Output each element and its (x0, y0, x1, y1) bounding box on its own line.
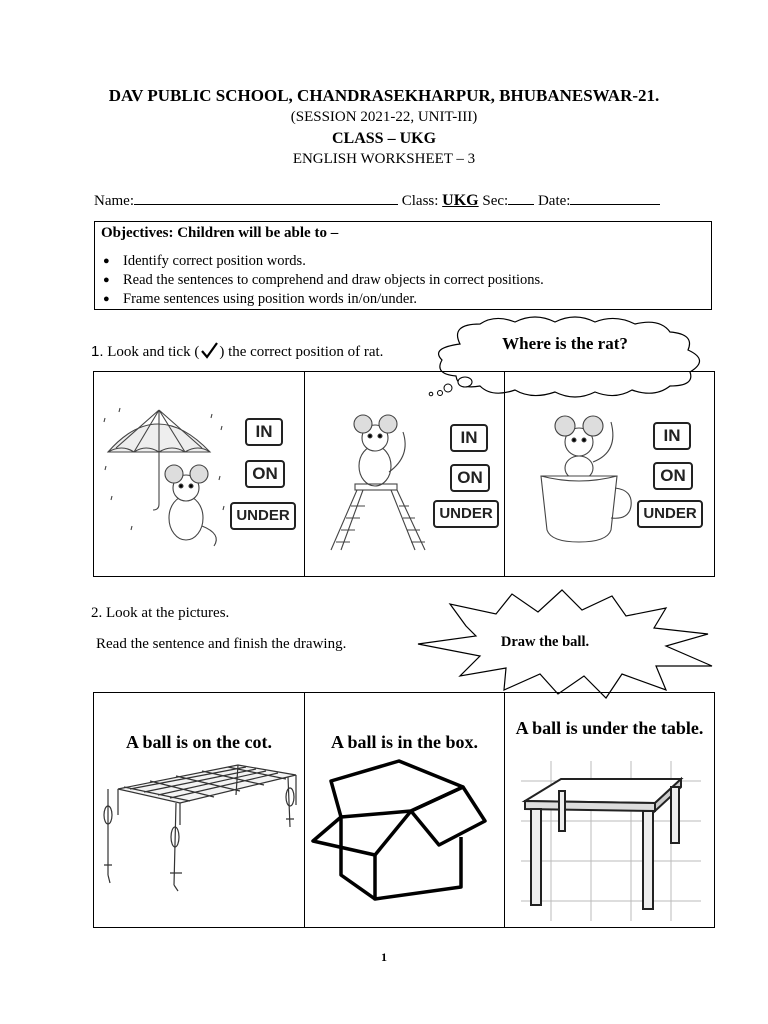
objectives-title: Objectives: Children will be able to – (101, 225, 339, 241)
question-2-instruction: 2. Look at the pictures. (91, 605, 230, 621)
option-under-button[interactable]: UNDER (230, 502, 296, 530)
rat-under-umbrella-cell (94, 372, 305, 576)
table-caption: A ball is under the table. (515, 718, 704, 738)
box-cell[interactable] (305, 693, 505, 927)
question-1-number: 1. (91, 343, 104, 360)
thought-bubble-text: Where is the rat? (502, 334, 628, 353)
class-value: UKG (442, 192, 479, 209)
page-number: 1 (381, 950, 387, 964)
question-2-grid (93, 692, 715, 928)
question-2-subinstruction: Read the sentence and finish the drawing. (96, 636, 347, 652)
objective-item: ● Read the sentences to comprehend and draw objects in correct positions. (103, 271, 544, 290)
question-1-text-b: ) the correct position of rat. (219, 344, 384, 360)
objective-item: ● Frame sentences using position words in/on/under. (103, 290, 544, 309)
student-info-line (94, 192, 660, 210)
burst-text: Draw the ball. (500, 634, 590, 650)
question-1-grid (93, 371, 715, 577)
session-line: (SESSION 2021-22, UNIT-III) (290, 109, 478, 125)
date-label: Date: (537, 193, 571, 209)
objectives-box (94, 221, 712, 310)
section-label: Sec: (482, 193, 509, 209)
class-heading: CLASS – UKG (331, 130, 437, 147)
option-under-button[interactable]: UNDER (637, 500, 703, 528)
rat-in-cup-image (527, 402, 637, 552)
worksheet-title: ENGLISH WORKSHEET – 3 (292, 151, 476, 167)
option-in-button[interactable]: IN (450, 424, 488, 452)
checkmark-icon (199, 341, 219, 361)
cot-image (100, 755, 300, 895)
box-caption: A ball is in the box. (330, 732, 479, 752)
option-on-button[interactable]: ON (245, 460, 285, 488)
option-on-button[interactable]: ON (653, 462, 693, 490)
table-image (521, 761, 701, 921)
box-image (311, 751, 501, 901)
question-1-instruction (91, 341, 383, 361)
option-on-button[interactable]: ON (450, 464, 490, 492)
class-label: Class: (401, 193, 439, 209)
rat-on-ladder-cell (305, 372, 505, 576)
rat-in-cup-cell (505, 372, 714, 576)
objectives-list (103, 252, 544, 309)
option-in-button[interactable]: IN (245, 418, 283, 446)
cot-cell[interactable] (94, 693, 305, 927)
option-in-button[interactable]: IN (653, 422, 691, 450)
rat-on-ladder-image (327, 402, 437, 552)
cot-caption: A ball is on the cot. (125, 732, 272, 752)
section-blank[interactable] (508, 192, 534, 205)
date-blank[interactable] (570, 192, 660, 205)
question-1-text-a: Look and tick ( (103, 344, 200, 360)
objective-item: ● Identify correct position words. (103, 252, 544, 271)
name-blank[interactable] (134, 192, 398, 205)
school-name: DAV PUBLIC SCHOOL, CHANDRASEKHARPUR, BHUBANESWAR-21. (108, 86, 660, 105)
table-cell[interactable] (505, 693, 714, 927)
option-under-button[interactable]: UNDER (433, 500, 499, 528)
name-label: Name: (94, 193, 134, 209)
rat-under-umbrella-image (102, 406, 232, 546)
